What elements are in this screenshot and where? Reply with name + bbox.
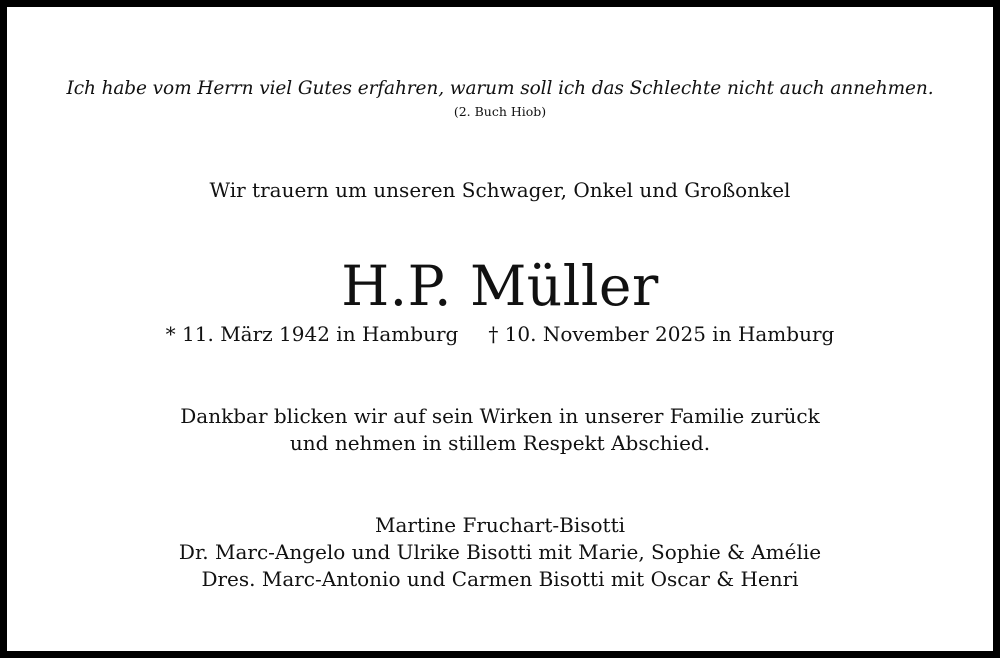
signatory-1: Martine Fruchart-Bisotti [374, 513, 626, 537]
mourning-intro: Wir trauern um unseren Schwager, Onkel und Großonkel [209, 178, 791, 202]
birth-date: * 11. März 1942 in Hamburg [165, 322, 459, 346]
bible-quote: Ich habe vom Herrn viel Gutes erfahren, warum soll ich das Schlechte nicht auch annehmen. [66, 78, 934, 99]
death-date: † 10. November 2025 in Hamburg [488, 322, 835, 346]
thanks-line-2: und nehmen in stillem Respekt Abschied. [289, 431, 711, 455]
deceased-name: H.P. Müller [341, 254, 659, 318]
thanks-line-1: Dankbar blicken wir auf sein Wirken in unserer Familie zurück [180, 404, 820, 428]
quote-source: (2. Buch Hiob) [453, 104, 547, 119]
signatory-3: Dres. Marc-Antonio und Carmen Bisotti mit Oscar & Henri [201, 567, 799, 591]
life-dates [7, 322, 993, 346]
signatory-2: Dr. Marc-Angelo und Ulrike Bisotti mit Marie, Sophie & Amélie [178, 540, 822, 564]
